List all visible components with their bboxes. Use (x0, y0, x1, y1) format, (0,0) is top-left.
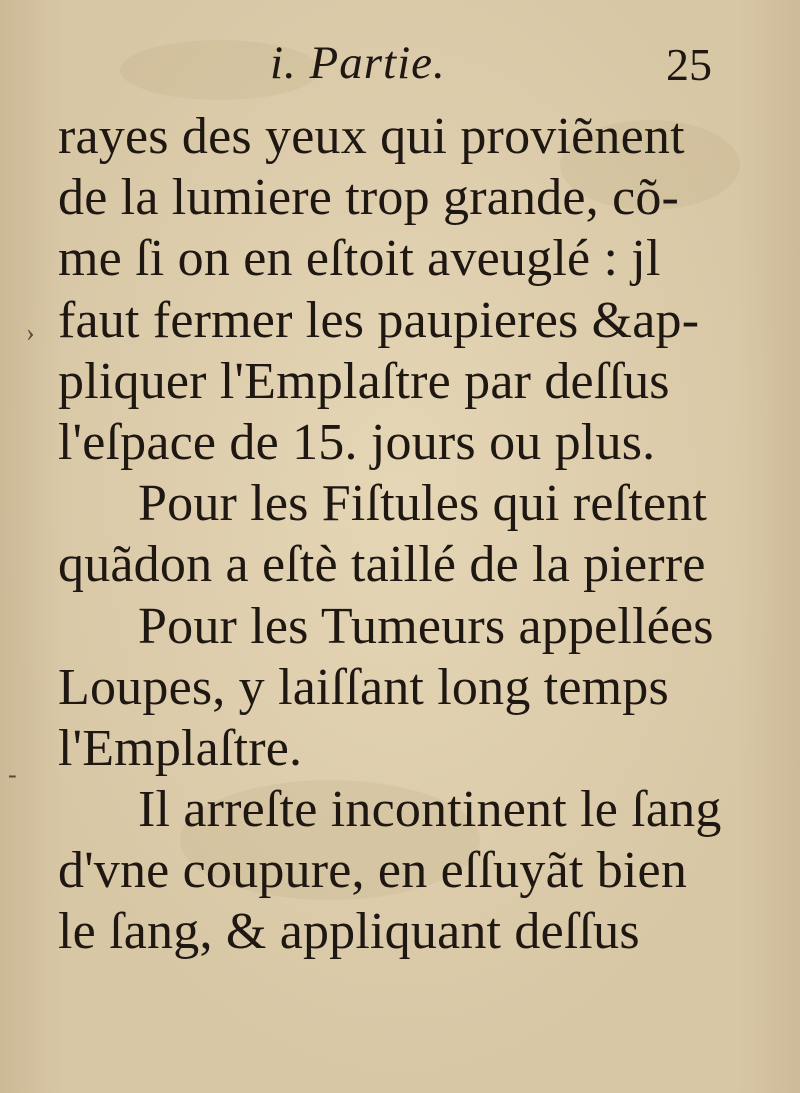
text-line: faut fermer les paupieres &ap- (58, 291, 700, 349)
text-line: Loupes, y laiſſant long temps (58, 658, 669, 716)
running-head: i. Partie. (270, 37, 446, 89)
text-line: Il arreſte incontinent le ſang (138, 781, 722, 839)
text-block (58, 106, 770, 963)
text-line: d'vne coupure, en eſſuyãt bien (58, 842, 688, 900)
text-line: rayes des yeux qui proviẽnent (58, 108, 685, 165)
text-line: le ſang, & appliquant deſſus (58, 903, 640, 961)
text-line: de la lumiere trop grande, cõ- (58, 169, 680, 227)
text-line: me ſi on en eſtoit aveuglé : jl (58, 230, 661, 288)
text-line: Pour les Tumeurs appellées (138, 597, 714, 655)
margin-mark: › (26, 318, 35, 347)
page-number: 25 (666, 39, 712, 90)
text-line: l'eſpace de 15. jours ou plus. (58, 413, 656, 471)
page-header (0, 28, 800, 98)
text-line: pliquer l'Emplaſtre par deſſus (58, 352, 670, 410)
text-line: Pour les Fiſtules qui reſtent (138, 475, 708, 533)
margin-mark: - (8, 760, 17, 789)
text-line: quãdon a eſtè taillé de la pierre (58, 536, 706, 594)
text-line: l'Emplaſtre. (58, 719, 303, 777)
